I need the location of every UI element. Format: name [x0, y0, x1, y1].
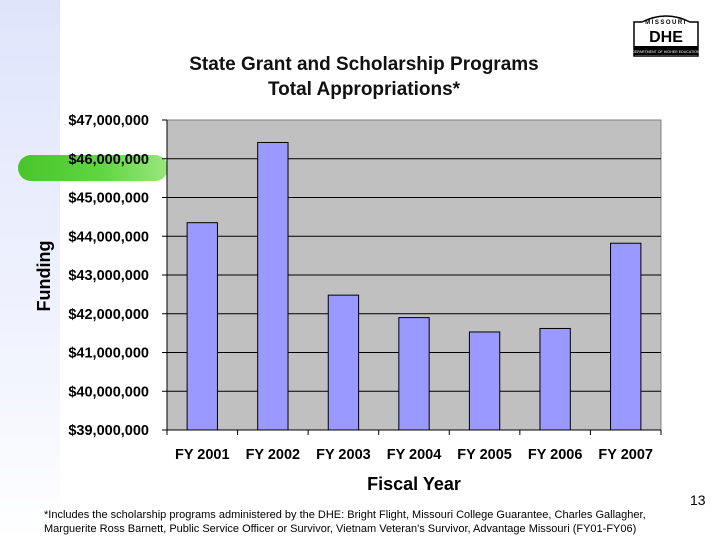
- bar: [187, 223, 217, 430]
- y-tick-label: $45,000,000: [68, 190, 149, 207]
- x-tick-label: FY 2007: [598, 447, 653, 463]
- y-tick-label: $39,000,000: [68, 423, 149, 439]
- y-tick-label: $43,000,000: [68, 268, 149, 284]
- x-tick-label: FY 2002: [245, 447, 301, 463]
- y-tick-label: $42,000,000: [68, 306, 149, 323]
- y-tick-label: $40,000,000: [68, 384, 149, 401]
- logo-arc-text: MISSOURI: [645, 20, 687, 26]
- x-tick-label: FY 2005: [457, 447, 512, 463]
- x-tick-label: FY 2003: [316, 447, 371, 463]
- x-axis-label: Fiscal Year: [367, 474, 461, 494]
- bar: [611, 243, 641, 430]
- bar: [399, 318, 429, 430]
- y-tick-label: $46,000,000: [68, 151, 149, 168]
- y-tick-label: $44,000,000: [68, 229, 149, 246]
- chart-title-line-1: State Grant and Scholarship Programs: [189, 54, 539, 75]
- footnote-line-2: Marguerite Ross Barnett, Public Service Officer or Survivor, Vietnam Veteran's Survivor, Advantage Missouri (FY01-FY06): [44, 523, 637, 535]
- footnote: [44, 508, 714, 536]
- page-number: 13: [690, 492, 706, 508]
- y-axis-label: Funding: [34, 240, 54, 312]
- bar: [328, 295, 358, 430]
- y-tick-label: $47,000,000: [68, 113, 149, 129]
- x-tick-label: FY 2006: [527, 447, 583, 463]
- x-tick-label: FY 2004: [386, 447, 442, 463]
- y-tick-label: $41,000,000: [68, 345, 149, 362]
- bar: [540, 328, 570, 430]
- footnote-line-1: *Includes the scholarship programs administered by the DHE: Bright Flight, Missouri College Guarantee, Charles Gallagher,: [44, 509, 646, 521]
- chart-title-line-2: Total Appropriations*: [267, 79, 461, 100]
- logo-name: DHE: [649, 29, 683, 46]
- bar: [258, 142, 288, 430]
- logo-subtitle: DEPARTMENT OF HIGHER EDUCATION: [632, 50, 700, 54]
- x-tick-label: FY 2001: [175, 447, 230, 463]
- bar: [469, 332, 499, 430]
